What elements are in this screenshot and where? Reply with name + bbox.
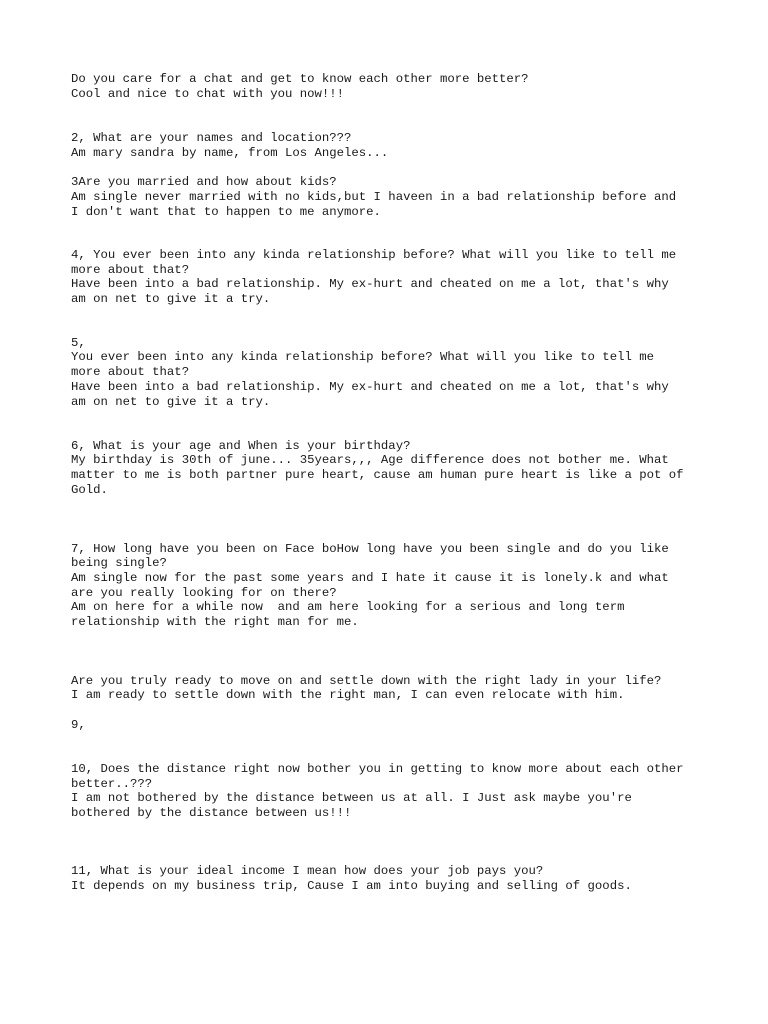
text-line: It depends on my business trip, Cause I am into buying and selling of goods. (71, 879, 632, 893)
text-line: am on net to give it a try. (71, 395, 271, 409)
text-line: matter to me is both partner pure heart, cause am human pure heart is like a pot of (71, 468, 684, 482)
text-line: I am not bothered by the distance between us at all. I Just ask maybe you're (71, 791, 632, 805)
text-line: Are you truly ready to move on and settle down with the right lady in your life? (71, 674, 662, 688)
text-line: Am single now for the past some years and I hate it cause it is lonely.k and what (71, 571, 669, 585)
text-line: 11, What is your ideal income I mean how does your job pays you? (71, 864, 544, 878)
text-line: 7, How long have you been on Face boHow long have you been single and do you like (71, 542, 669, 556)
text-line: 2, What are your names and location??? (71, 131, 352, 145)
text-line: more about that? (71, 263, 190, 277)
text-line: 4, You ever been into any kinda relationship before? What will you like to tell me (71, 248, 677, 262)
text-line: better..??? (71, 777, 153, 791)
text-line: Gold. (71, 483, 108, 497)
text-line: I don't want that to happen to me anymore. (71, 205, 381, 219)
text-line: being single? (71, 556, 167, 570)
text-line: 10, Does the distance right now bother you in getting to know more about each other (71, 762, 684, 776)
text-line: My birthday is 30th of june... 35years,,, Age difference does not bother me. What (71, 453, 669, 467)
text-line: more about that? (71, 365, 190, 379)
text-line: relationship with the right man for me. (71, 615, 359, 629)
text-line: Am mary sandra by name, from Los Angeles... (71, 146, 389, 160)
text-line: Do you care for a chat and get to know each other more better? (71, 72, 529, 86)
text-line: 5, (71, 336, 86, 350)
text-line: I am ready to settle down with the right man, I can even relocate with him. (71, 688, 625, 702)
text-line: 3Are you married and how about kids? (71, 175, 337, 189)
text-line: are you really looking for on there? (71, 586, 337, 600)
text-line: am on net to give it a try. (71, 292, 271, 306)
text-line: 9, (71, 718, 86, 732)
text-line: Have been into a bad relationship. My ex-hurt and cheated on me a lot, that's why (71, 380, 669, 394)
text-line: Have been into a bad relationship. My ex-hurt and cheated on me a lot, that's why (71, 277, 669, 291)
text-line: 6, What is your age and When is your birthday? (71, 439, 411, 453)
text-line: Cool and nice to chat with you now!!! (71, 87, 345, 101)
text-line: bothered by the distance between us!!! (71, 806, 352, 820)
text-line: You ever been into any kinda relationship before? What will you like to tell me (71, 350, 654, 364)
text-line: Am on here for a while now and am here looking for a serious and long term (71, 600, 625, 614)
text-line: Am single never married with no kids,but I haveen in a bad relationship before and (71, 190, 677, 204)
